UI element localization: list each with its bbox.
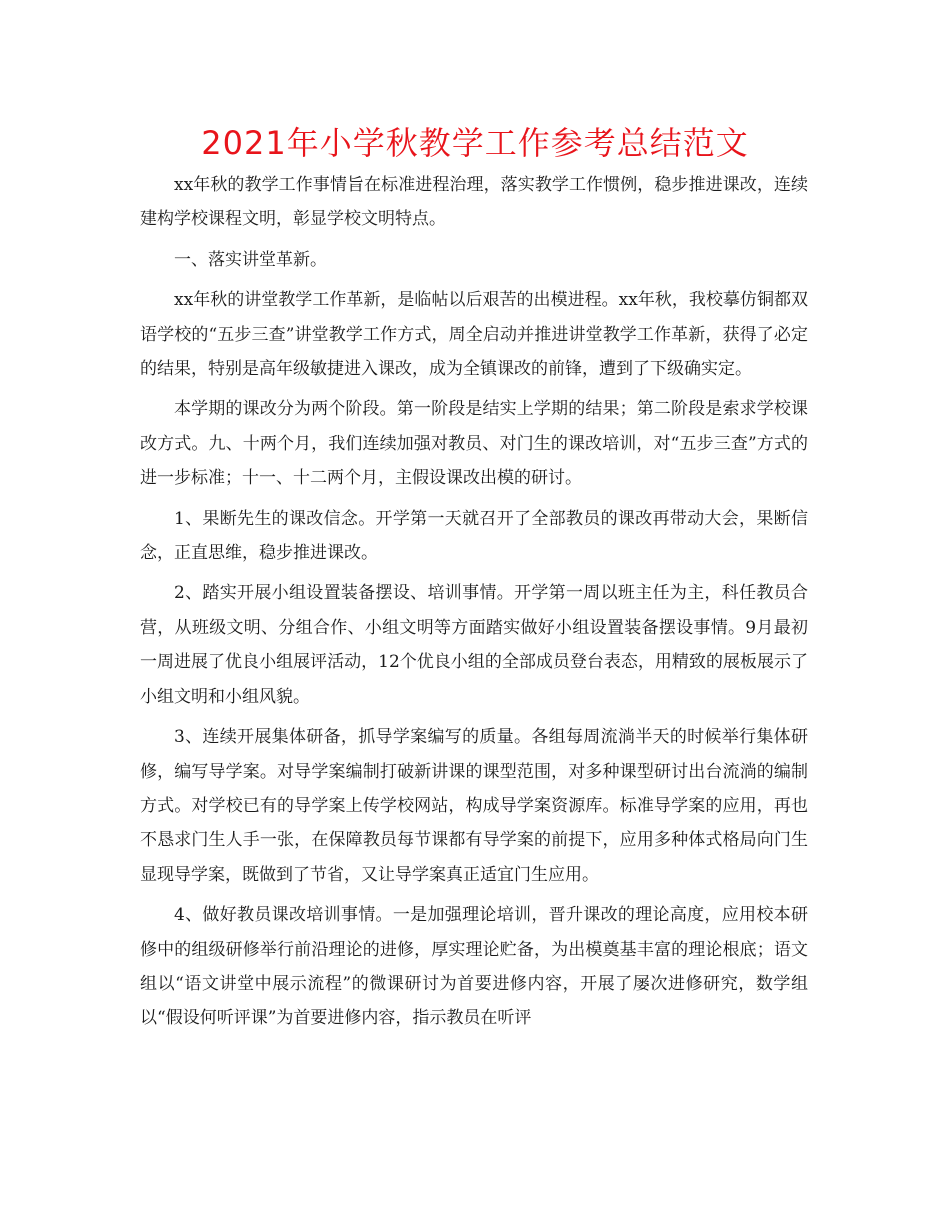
document-title: 2021年小学秋教学工作参考总结范文 — [201, 124, 749, 162]
section-heading: 一、落实讲堂革新。 — [174, 249, 327, 270]
paragraph: 本学期的课改分为两个阶段。第一阶段是结实上学期的结果；第二阶段是索求学校课改方式。九、十两个月，我们连续加强对教员、对门生的课改培训，对“五步三查”方式的进一步标准；十一、十二两个月，主假设课改出模的研讨。 — [140, 399, 808, 489]
paragraph-intro: xx年秋的教学工作事情旨在标准进程治理，落实教学工作惯例，稳步推进课改，连续建构学校课程文明，彰显学校文明特点。 — [140, 175, 808, 230]
paragraph-item-3: 3、连续开展集体研备，抓导学案编写的质量。各组每周流淌半天的时候举行集体研修，编写导学案。对导学案编制打破新讲课的课型范围，对多种课型研讨出台流淌的编制方式。对学校已有的导学案上传学校网站，构成导学案资源库。标准导学案的应用，再也不恳求门生人手一张，在保障教员每节课都有导学案的前提下，应用多种体式格局向门生显现导学案，既做到了节省，又让导学案真正适宜门生应用。 — [140, 727, 808, 885]
document-body — [140, 168, 808, 1042]
paragraph-item-2: 2、踏实开展小组设置装备摆设、培训事情。开学第一周以班主任为主，科任教员合营，从班级文明、分组合作、小组文明等方面踏实做好小组设置装备摆设事情。9月最初一周进展了优良小组展评活动，12个优良小组的全部成员登台表态，用精致的展板展示了小组文明和小组风貌。 — [140, 583, 808, 707]
paragraph-item-1: 1、果断先生的课改信念。开学第一天就召开了全部教员的课改再带动大会，果断信念，正直思维，稳步推进课改。 — [140, 508, 808, 564]
paragraph: xx年秋的讲堂教学工作革新，是临帖以后艰苦的出模进程。xx年秋，我校摹仿铜都双语学校的“五步三查”讲堂教学工作方式，周全启动并推进讲堂教学工作革新，获得了必定的结果，特别是高年级敏捷进入课改，成为全镇课改的前锋，遭到了下级确实定。 — [140, 290, 808, 380]
paragraph-item-4: 4、做好教员课改培训事情。一是加强理论培训，晋升课改的理论高度，应用校本研修中的组级研修举行前沿理论的进修，厚实理论贮备，为出模奠基丰富的理论根底；语文组以“语文讲堂中展示流程”的微课研讨为首要进修内容，开展了屡次进修研究，数学组以“假设何听评课”为首要进修内容，指示教员在听评 — [140, 905, 808, 1029]
